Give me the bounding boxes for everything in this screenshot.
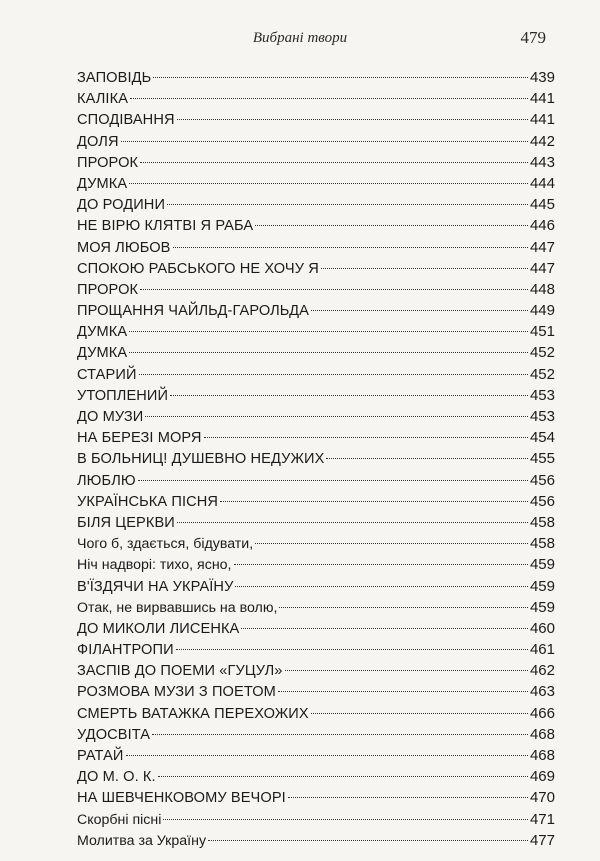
toc-entry-page: 468: [529, 747, 555, 764]
toc-entry-page: 458: [529, 535, 555, 553]
toc-entry: [77, 88, 555, 109]
toc-entry: [77, 681, 555, 702]
toc-entry: [77, 766, 555, 787]
toc-entry: [77, 448, 555, 469]
toc-entry-title: РАТАЙ: [77, 748, 124, 764]
dot-leader: [121, 141, 528, 142]
toc-entry-page: 444: [529, 174, 555, 192]
dot-leader: [145, 416, 528, 417]
toc-entry-title: НА ШЕВЧЕНКОВОМУ ВЕЧОРІ: [77, 790, 286, 807]
toc-entry-page: 441: [529, 111, 555, 129]
toc-entry-title: ПРОРОК: [77, 154, 139, 171]
toc-entry: [77, 300, 555, 321]
toc-entry-title: Молитва за Україну: [77, 832, 207, 849]
toc-entry: [77, 152, 555, 173]
toc-entry-page: 455: [529, 450, 555, 468]
dot-leader: [255, 225, 528, 226]
toc-entry: [77, 364, 555, 385]
toc-entry-title: ЗАПОВІДЬ: [77, 70, 152, 86]
dot-leader: [130, 98, 528, 99]
toc-entry-page: 460: [529, 619, 555, 637]
toc-entry: [77, 279, 555, 300]
dot-leader: [255, 543, 528, 544]
toc-entry-page: 447: [529, 259, 555, 277]
toc-entry-title: СПОДІВАННЯ: [77, 112, 175, 129]
toc-entry: [77, 618, 555, 639]
dot-leader: [204, 437, 528, 438]
dot-leader: [138, 480, 528, 481]
dot-leader: [153, 77, 528, 78]
toc-entry: [77, 342, 555, 363]
toc-entry-title: ЛЮБЛЮ: [77, 472, 136, 489]
dot-leader: [321, 268, 528, 269]
toc-entry: [77, 427, 555, 448]
dot-leader: [170, 395, 528, 396]
toc-entry-page: 452: [529, 344, 555, 362]
toc-entry-page: 447: [529, 238, 555, 256]
dot-leader: [129, 183, 528, 184]
dot-leader: [152, 734, 528, 735]
dot-leader: [208, 840, 528, 841]
toc-entry-page: 442: [529, 132, 555, 150]
toc-entry-page: 452: [529, 365, 555, 383]
toc-entry: [77, 512, 555, 533]
toc-entry-page: 470: [529, 789, 555, 807]
toc-entry: [77, 554, 555, 575]
toc-entry: [77, 703, 555, 724]
toc-entry-title: В БОЛЬНИЦ! ДУШЕВНО НЕДУЖИХ: [77, 451, 325, 468]
table-of-contents: [77, 67, 555, 851]
toc-entry-page: 451: [529, 323, 555, 341]
toc-entry-title: ДУМКА: [77, 175, 128, 192]
dot-leader: [140, 289, 528, 290]
toc-entry: [77, 194, 555, 215]
toc-entry-title: В'ЇЗДЯЧИ НА УКРАЇНУ: [77, 578, 234, 595]
toc-entry-title: ДОЛЯ: [77, 133, 119, 150]
toc-entry-title: РОЗМОВА МУЗИ З ПОЕТОМ: [77, 684, 276, 701]
toc-entry-page: 463: [529, 683, 555, 701]
toc-entry: [77, 215, 555, 236]
dot-leader: [139, 374, 528, 375]
dot-leader: [173, 247, 528, 248]
toc-entry-title: НА БЕРЕЗІ МОРЯ: [77, 430, 202, 447]
toc-entry-title: БІЛЯ ЦЕРКВИ: [77, 514, 175, 531]
dot-leader: [167, 204, 528, 205]
dot-leader: [140, 162, 528, 163]
toc-entry: [77, 830, 555, 851]
dot-leader: [311, 713, 528, 714]
toc-entry-title: ДУМКА: [77, 345, 128, 362]
toc-entry-page: 449: [529, 302, 555, 320]
toc-entry-page: 456: [529, 471, 555, 489]
toc-entry-page: 461: [529, 641, 555, 659]
toc-entry-page: 446: [529, 217, 555, 235]
toc-entry-page: 459: [529, 598, 555, 616]
dot-leader: [285, 670, 528, 671]
dot-leader: [326, 458, 527, 459]
toc-entry: [77, 576, 555, 597]
toc-entry-title: Чого б, здається, бідувати,: [77, 536, 254, 553]
toc-entry: [77, 809, 555, 830]
dot-leader: [177, 522, 528, 523]
toc-entry-title: Ніч надворі: тихо, ясно,: [77, 557, 232, 574]
toc-entry-title: ДО МУЗИ: [77, 409, 144, 425]
toc-entry: [77, 237, 555, 258]
toc-entry-page: 441: [529, 90, 555, 108]
toc-entry-page: 448: [529, 280, 555, 298]
toc-entry-page: 456: [529, 492, 555, 510]
toc-entry-page: 462: [529, 662, 555, 680]
toc-entry-page: 458: [529, 513, 555, 531]
toc-entry-title: ДО МИКОЛИ ЛИСЕНКА: [77, 620, 240, 637]
dot-leader: [288, 797, 528, 798]
toc-entry-title: УКРАЇНСЬКА ПІСНЯ: [77, 493, 219, 510]
dot-leader: [241, 628, 528, 629]
toc-entry: [77, 173, 555, 194]
dot-leader: [126, 755, 528, 756]
dot-leader: [220, 501, 528, 502]
toc-entry: [77, 597, 555, 618]
toc-entry-title: ДО М. О. К.: [77, 769, 156, 786]
toc-entry: [77, 470, 555, 491]
toc-entry-title: КАЛІКА: [77, 91, 129, 108]
toc-entry-page: 468: [529, 725, 555, 743]
toc-entry: [77, 109, 555, 130]
running-title: Вибрані твори: [252, 30, 348, 46]
toc-entry-title: ПРОЩАННЯ ЧАЙЛЬД-ГАРОЛЬДА: [77, 303, 309, 320]
dot-leader: [176, 649, 528, 650]
toc-entry-page: 471: [529, 810, 555, 828]
toc-entry: [77, 385, 555, 406]
toc-entry: [77, 491, 555, 512]
toc-entry-title: ДО РОДИНИ: [77, 197, 166, 214]
toc-entry-page: 439: [529, 69, 555, 86]
dot-leader: [163, 819, 528, 820]
toc-entry-page: 453: [529, 386, 555, 404]
dot-leader: [177, 119, 528, 120]
toc-entry-page: 469: [529, 768, 555, 786]
toc-entry: [77, 67, 555, 88]
dot-leader: [129, 352, 528, 353]
toc-entry-title: ДУМКА: [77, 324, 128, 341]
toc-entry-title: НЕ ВІРЮ КЛЯТВІ Я РАБА: [77, 218, 254, 235]
dot-leader: [235, 586, 528, 587]
toc-entry-title: Отак, не вирвавшись на волю,: [77, 599, 278, 616]
toc-entry: [77, 406, 555, 427]
toc-entry-page: 443: [529, 153, 555, 171]
toc-entry-title: МОЯ ЛЮБОВ: [77, 239, 171, 256]
toc-entry-page: 477: [529, 831, 555, 849]
toc-entry-page: 459: [529, 577, 555, 595]
page-header: [0, 30, 600, 54]
dot-leader: [311, 310, 528, 311]
toc-entry-page: 466: [529, 704, 555, 722]
page-number: 479: [520, 28, 546, 47]
toc-entry-title: ЗАСПІВ ДО ПОЕМИ «ГУЦУЛ»: [77, 663, 283, 680]
dot-leader: [158, 776, 528, 777]
toc-entry-title: УТОПЛЕНИЙ: [77, 387, 169, 404]
toc-entry: [77, 131, 555, 152]
toc-entry: [77, 787, 555, 808]
toc-entry-page: 445: [529, 196, 555, 214]
toc-entry: [77, 660, 555, 681]
toc-entry-title: СТАРИЙ: [77, 366, 137, 383]
toc-entry-title: СПОКОЮ РАБСЬКОГО НЕ ХОЧУ Я: [77, 260, 319, 277]
dot-leader: [279, 607, 528, 608]
toc-entry: [77, 533, 555, 554]
toc-entry: [77, 724, 555, 745]
dot-leader: [278, 691, 528, 692]
toc-entry-title: ПРОРОК: [77, 281, 139, 298]
dot-leader: [234, 564, 528, 565]
toc-entry-title: УДОСВІТА: [77, 726, 151, 743]
toc-entry: [77, 745, 555, 766]
toc-entry: [77, 321, 555, 342]
toc-entry-title: Скорбні пісні: [77, 811, 162, 828]
toc-entry-title: ФІЛАНТРОПИ: [77, 642, 174, 659]
toc-entry-page: 453: [529, 408, 555, 425]
toc-entry-page: 459: [529, 556, 555, 574]
toc-entry-title: СМЕРТЬ ВАТАЖКА ПЕРЕХОЖИХ: [77, 705, 309, 722]
toc-entry: [77, 258, 555, 279]
toc-entry-page: 454: [529, 429, 555, 447]
toc-entry: [77, 639, 555, 660]
dot-leader: [129, 331, 528, 332]
